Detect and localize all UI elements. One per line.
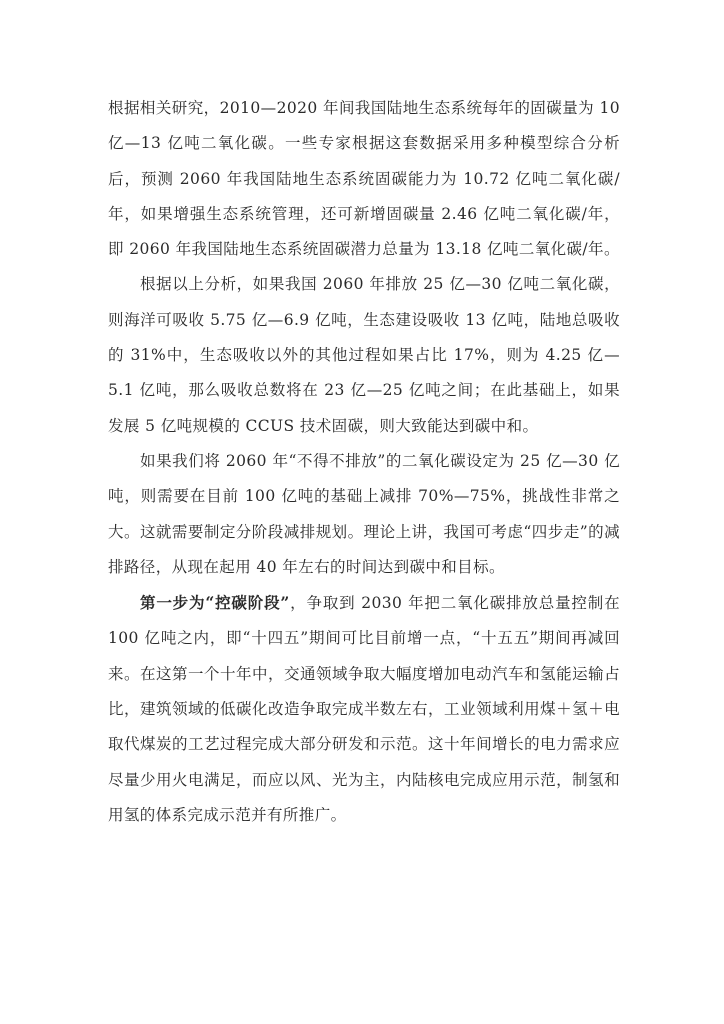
paragraph-emission-target: 如果我们将 2060 年“不得不排放”的二氧化碳设定为 25 亿—30 亿吨，则需要在目前 100 亿吨的基础上减排 70%—75%，挑战性非常之大。这就需要制定分阶段减排规划。理论上讲，我国可考虑“四步走”的减排路径，从现在起用 40 年左右的时间达到碳中和目标。 (108, 451, 620, 576)
paragraph-step-one (108, 585, 620, 833)
step-one-heading: 第一步为“控碳阶段” (140, 593, 290, 613)
paragraph-absorption-analysis: 根据以上分析，如果我国 2060 年排放 25 亿—30 亿吨二氧化碳，则海洋可吸收 5.75 亿—6.9 亿吨，生态建设吸收 13 亿吨，陆地总吸收的 31%中，生态吸收以外的其他过程如果占比 17%，则为 4.25 亿—5.1 亿吨，那么吸收总数将在 23 亿—25 亿吨之间；在此基础上，如果发展 5 亿吨规模的 CCUS 技术固碳，则大致能达到碳中和。 (108, 275, 620, 435)
step-one-body: ，争取到 2030 年把二氧化碳排放总量控制在 100 亿吨之内，即“十四五”期间可比目前增一点，“十五五”期间再减回来。在这第一个十年中，交通领域争取大幅度增加电动汽车和氢能运输占比，建筑领域的低碳化改造争取完成半数左右，工业领域利用煤＋氢＋电取代煤炭的工艺过程完成大部分研发和示范。这十年间增长的电力需求应尽量少用火电满足，而应以风、光为主，内陆核电完成应用示范，制氢和用氢的体系完成示范并有所推广。 (108, 594, 620, 824)
paragraph-land-carbon-sink: 根据相关研究，2010—2020 年间我国陆地生态系统每年的固碳量为 10 亿—13 亿吨二氧化碳。一些专家根据这套数据采用多种模型综合分析后，预测 2060 年我国陆地生态系统固碳能力为 10.72 亿吨二氧化碳/年，如果增强生态系统管理，还可新增固碳量 2.46 亿吨二氧化碳/年，即 2060 年我国陆地生态系统固碳潜力总量为 13.18 亿吨二氧化碳/年。 (108, 99, 620, 259)
